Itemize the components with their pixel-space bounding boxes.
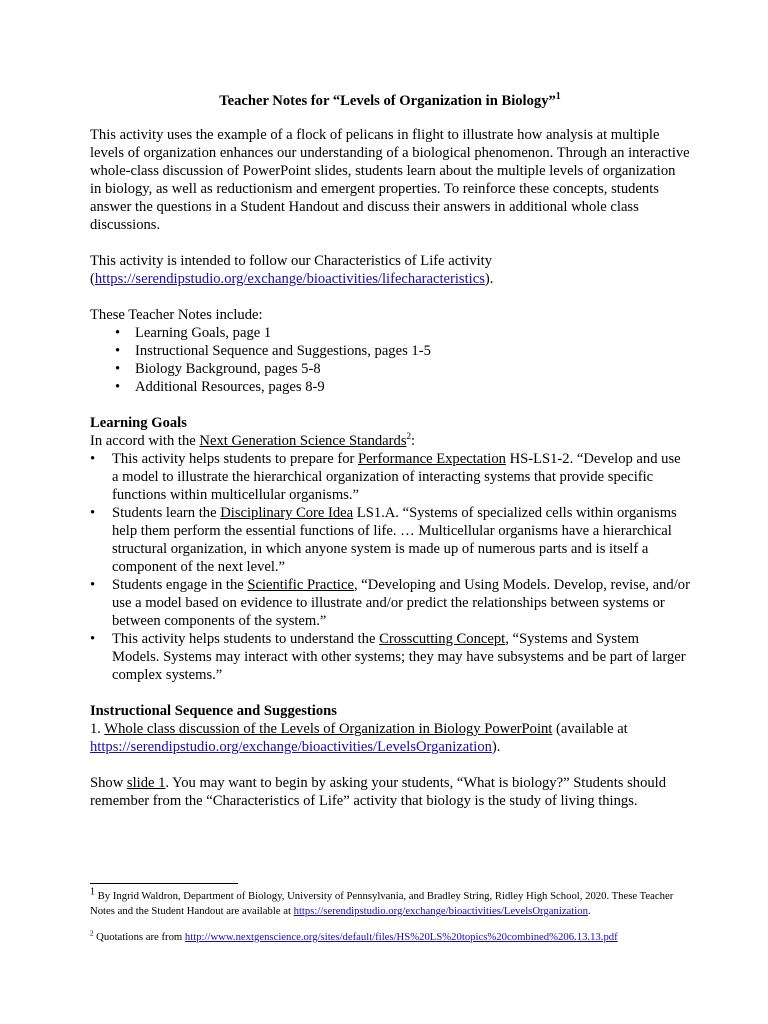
footnote-ref-1[interactable]: 1 [555,91,561,103]
footnote-ref-2[interactable]: 2 [406,431,411,442]
list-item: • Learning Goals, page 1 [90,324,690,342]
learning-goals-heading: Learning Goals [90,415,187,431]
footnote-1-link[interactable]: https://serendipstudio.org/exchange/bioactivities/LevelsOrganization [293,905,588,917]
step-text: (available at [552,721,628,737]
list-item: • Biology Background, pages 5-8 [90,360,690,378]
disciplinary-core-idea-term: Disciplinary Core Idea [220,505,354,521]
bullet-text: HS-LS1-2. “Develop and use a model to illustrate the hierarchical organization of interacting systems that provide specific functions within multicellular organisms.” [112,451,681,503]
bullet-text: This activity helps students to prepare for [112,451,359,467]
colon: : [411,433,416,449]
show-text: . You may want to begin by asking your students, “What is biology?” Students should remember from the “Characteristics of Life” activity that biology is the study of living things. [90,775,667,809]
footnote-2 [90,930,690,945]
bullet-text: LS1.A. “Systems of specialized cells within organisms help them perform the essential functions of life. … Multicellular organisms have a hierarchical structural organization, in which anyone system is made up of numerous parts and is itself a component of the next level.” [112,505,677,575]
footnote-1 [90,886,690,919]
intro-paragraph-1: This activity uses the example of a flock of pelicans in flight to illustrate how analysis at multiple levels of organization enhances our understanding of a biological phenomenon. Through an interactive whole-class discussion of PowerPoint slides, students learn about the multiple levels of organization in biology, as well as reductionism and emergent properties. To reinforce these concepts, students answer the questions in a Student Handout and discuss their answers in additional whole class discussions. [90,127,690,233]
spacer [90,684,690,702]
learning-goals-intro [90,432,690,450]
list-item [90,630,690,684]
learning-goals-intro-text: In accord with the [90,433,200,449]
intro-paragraph-2 [90,252,690,288]
footnote-divider [90,883,238,884]
footnote-2-text: Quotations are from [93,931,185,943]
list-item: • Additional Resources, pages 8-9 [90,378,690,396]
page-title-text: Teacher Notes for “Levels of Organization in Biology” [219,93,556,109]
scientific-practice-term: Scientific Practice [247,577,354,593]
performance-expectation-term: Performance Expectation [358,451,506,467]
list-item [90,450,690,504]
paren-close: ). [484,271,494,287]
paren-close: ). [491,739,501,755]
levels-organization-link[interactable]: https://serendipstudio.org/exchange/bioactivities/LevelsOrganization [90,739,492,755]
powerpoint-title: Whole class discussion of the Levels of Organization in Biology PowerPoint [104,721,553,737]
step-number: 1. [90,721,105,737]
footnote-2-link[interactable]: http://www.nextgenscience.org/sites/default/files/HS%20LS%20topics%20combined%206.13.13.pdf [184,931,618,943]
period: . [587,905,591,917]
bullet-text: Students learn the [112,505,221,521]
life-characteristics-link[interactable]: https://serendipstudio.org/exchange/bioactivities/lifecharacteristics [94,271,485,287]
footnotes [90,883,690,945]
document-body [90,92,690,810]
paren-open: ( [90,271,95,287]
bullet-text: , “Developing and Using Models. Develop, revise, and/or use a model based on evidence to illustrate and/or predict the relationships between systems or between components of the system.” [112,577,690,629]
notes-include-heading: These Teacher Notes include: [90,307,263,323]
page-title [90,92,690,110]
list-item [90,576,690,630]
show-slide-paragraph [90,774,690,810]
notes-include-list [90,324,690,396]
spacer [90,396,690,414]
bullet-text: Students engage in the [112,577,248,593]
instructional-step-1 [90,720,690,756]
instructional-heading: Instructional Sequence and Suggestions [90,703,337,719]
learning-goals-list [90,450,690,684]
slide-1-ref: slide 1 [126,775,166,791]
crosscutting-concept-term: Crosscutting Concept [379,631,506,647]
footnote-1-text: By Ingrid Waldron, Department of Biology, University of Pennsylvania, and Bradley String, Ridley High School, 2020. These Teacher Notes and the Student Handout are available at [90,890,674,917]
bullet-text: , “Systems and System Models. Systems may interact with other systems; they may have subsystems and be part of larger complex systems.” [112,631,686,683]
footnote-mark-2: 2 [90,929,94,938]
ngss-term: Next Generation Science Standards [199,433,407,449]
show-text: Show [90,775,127,791]
list-item [90,504,690,576]
bullet-text: This activity helps students to understand the [112,631,380,647]
intro-paragraph-2-text: This activity is intended to follow our Characteristics of Life activity [90,253,493,269]
footnote-mark-1: 1 [90,886,95,898]
list-item: • Instructional Sequence and Suggestions, pages 1-5 [90,342,690,360]
